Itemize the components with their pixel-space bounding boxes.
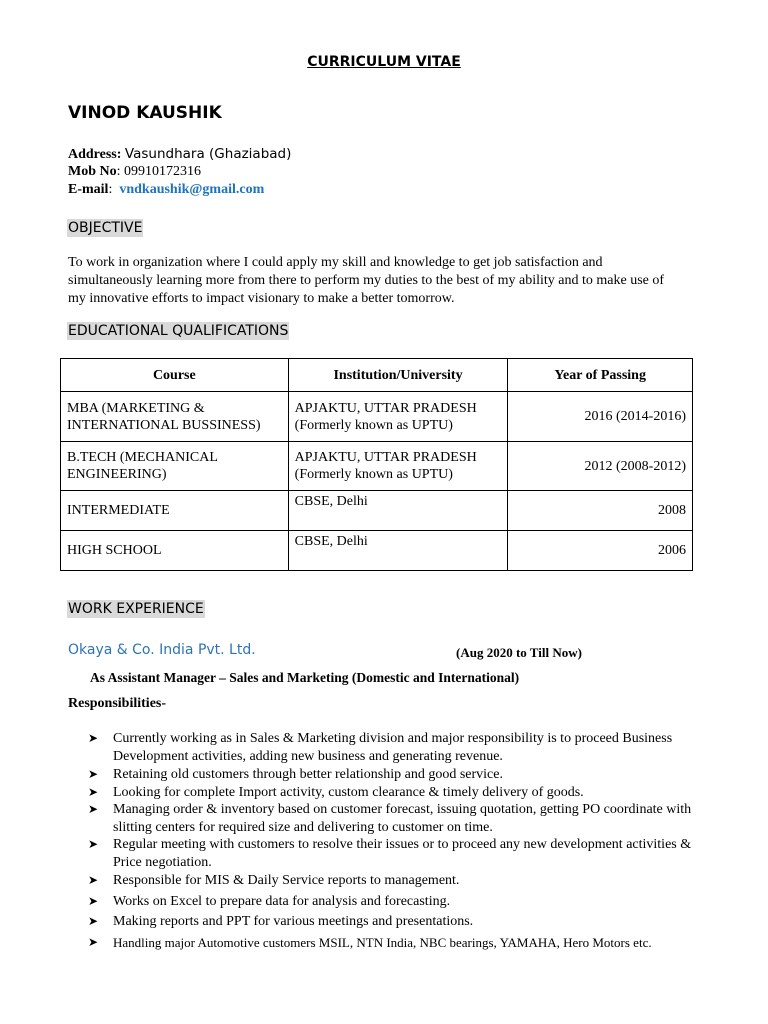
- course-cell: B.TECH (MECHANICAL ENGINEERING): [61, 442, 289, 491]
- column-header-course: Course: [61, 359, 289, 392]
- arrow-bullet-icon: ➤: [88, 893, 99, 908]
- table-row: [61, 392, 693, 442]
- objective-text: To work in organization where I could apply my skill and knowledge to get job satisfaction and simultaneously learning more from there to perform my duties to the best of my ability and to make use of my innovative efforts to impact visionary to make a better tomorrow.: [68, 255, 665, 306]
- candidate-name: VINOD KAUSHIK: [68, 103, 222, 123]
- year-cell: 2012 (2008-2012): [508, 442, 693, 491]
- course-cell: INTERMEDIATE: [61, 491, 289, 531]
- arrow-bullet-icon: ➤: [88, 784, 99, 799]
- responsibilities-list: [88, 730, 708, 951]
- arrow-bullet-icon: ➤: [88, 767, 99, 781]
- address-value: Vasundhara (Ghaziabad): [124, 146, 292, 162]
- institution-cell: APJAKTU, UTTAR PRADESH (Formerly known as UPTU): [288, 442, 508, 491]
- list-item: [88, 784, 708, 802]
- list-item-text: Regular meeting with customers to resolve their issues or to proceed any new development activities & Price negotiation.: [113, 837, 692, 870]
- mobile-line: [68, 164, 201, 180]
- year-cell: 2016 (2014-2016): [508, 392, 693, 442]
- company-name: Okaya & Co. India Pvt. Ltd.: [68, 642, 256, 658]
- work-heading: WORK EXPERIENCE: [68, 601, 204, 617]
- list-item: [88, 893, 708, 911]
- arrow-bullet-icon: ➤: [88, 873, 99, 887]
- objective-heading: OBJECTIVE: [68, 220, 143, 236]
- list-item: [88, 913, 708, 931]
- email-separator: :: [108, 182, 113, 197]
- course-cell: MBA (MARKETING & INTERNATIONAL BUSSINESS): [61, 392, 289, 442]
- list-item: [88, 801, 708, 836]
- table-row: [61, 442, 693, 491]
- address-label: Address:: [68, 147, 122, 162]
- arrow-bullet-icon: ➤: [88, 731, 99, 745]
- document-title: CURRICULUM VITAE: [307, 54, 461, 70]
- list-item-text: Managing order & inventory based on customer forecast, issuing quotation, getting PO coordinate with slitting centers for required size and delivering to customer on time.: [113, 802, 692, 835]
- year-cell: 2006: [508, 531, 693, 571]
- email-line: [68, 182, 264, 198]
- column-header-year: Year of Passing: [508, 359, 693, 392]
- arrow-bullet-icon: ➤: [88, 802, 99, 816]
- course-cell: HIGH SCHOOL: [61, 531, 289, 571]
- institution-cell: CBSE, Delhi: [288, 491, 508, 531]
- institution-cell: CBSE, Delhi: [288, 531, 508, 571]
- list-item-text: Currently working as in Sales & Marketing division and major responsibility is to proceed Business Development activities, adding new business and generating revenue.: [113, 731, 673, 764]
- list-item-text: Retaining old customers through better relationship and good service.: [113, 767, 503, 782]
- employment-period: (Aug 2020 to Till Now): [456, 645, 582, 660]
- list-item-text: Works on Excel to prepare data for analysis and forecasting.: [113, 893, 451, 909]
- list-item-text: Making reports and PPT for various meetings and presentations.: [113, 914, 474, 929]
- job-role: As Assistant Manager – Sales and Marketing (Domestic and International): [90, 670, 520, 685]
- table-header-row: [61, 359, 693, 392]
- list-item: [88, 766, 708, 784]
- mobile-value: : 09910172316: [116, 164, 202, 179]
- table-row: [61, 491, 693, 531]
- responsibilities-label: Responsibilities-: [68, 696, 167, 711]
- institution-cell: APJAKTU, UTTAR PRADESH (Formerly known as UPTU): [288, 392, 508, 442]
- arrow-bullet-icon: ➤: [88, 934, 99, 949]
- education-table: [60, 358, 693, 571]
- mobile-label: Mob No: [68, 164, 117, 179]
- list-item-text: Handling major Automotive customers MSIL, NTN India, NBC bearings, YAMAHA, Hero Motors etc.: [113, 934, 652, 950]
- email-link[interactable]: vndkaushik@gmail.com: [119, 182, 265, 197]
- email-label: E-mail: [68, 182, 109, 197]
- arrow-bullet-icon: ➤: [88, 837, 99, 851]
- arrow-bullet-icon: ➤: [88, 914, 99, 928]
- column-header-institution: Institution/University: [288, 359, 508, 392]
- list-item-text: Looking for complete Import activity, custom clearance & timely delivery of goods.: [113, 784, 584, 800]
- education-heading: EDUCATIONAL QUALIFICATIONS: [68, 323, 289, 339]
- list-item: [88, 730, 708, 765]
- list-item-text: Responsible for MIS & Daily Service reports to management.: [113, 873, 460, 888]
- year-cell: 2008: [508, 491, 693, 531]
- address-line: [68, 146, 291, 163]
- list-item: [88, 934, 708, 952]
- list-item: [88, 872, 708, 890]
- table-row: [61, 531, 693, 571]
- list-item: [88, 836, 708, 871]
